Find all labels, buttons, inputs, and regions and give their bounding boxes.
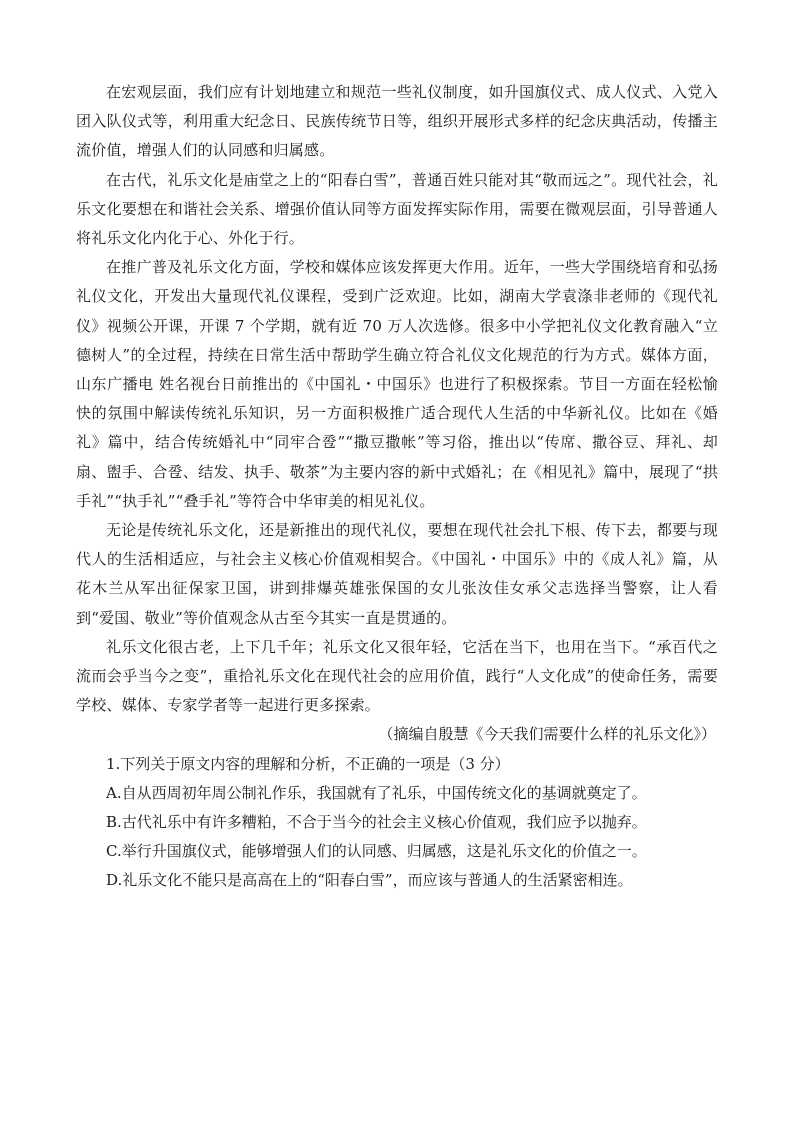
document-page bbox=[76, 78, 718, 896]
option-c: C.举行升国旗仪式，能够增强人们的认同感、归属感，这是礼乐文化的价值之一。 bbox=[106, 842, 647, 861]
article-paragraph-3: 在推广普及礼乐文化方面，学校和媒体应该发挥更大作用。近年，一些大学围绕培育和弘扬礼仪文化，开发出大量现代礼仪课程，受到广泛欢迎。比如，湖南大学袁涤非老师的《现代礼仪》视频公开课，开课 7 个学期，就有近 70 万人次选修。很多中小学把礼仪文化教育融入“立德树人”的全过程，持续在日常生活中帮助学生确立符合礼仪文化规范的行为方式。媒体方面，山东广播电 姓名视台日前推出的《中国礼・中国乐》也进行了积极探索。节目一方面在轻松愉快的氛围中解读传统礼乐知识，另一方面积极推广适合现代人生活的中华新礼仪。比如在《婚礼》篇中，结合传统婚礼中“同牢合卺”“撒豆撒帐”等习俗，推出以“传席、撒谷豆、拜礼、却扇、盥手、合卺、结发、执手、敬茶”为主要内容的新中式婚礼；在《相见礼》篇中，展现了“拱手礼”“执手礼”“叠手礼”等符合中华审美的相见礼仪。 bbox=[76, 258, 718, 510]
question-stem: 1.下列关于原文内容的理解和分析，不正确的一项是（3 分） bbox=[106, 754, 510, 773]
article-paragraph-4: 无论是传统礼乐文化，还是新推出的现代礼仪，要想在现代社会扎下根、传下去，都要与现代人的生活相适应，与社会主义核心价值观相契合。《中国礼・中国乐》中的《成人礼》篇，从花木兰从军出征保家卫国，讲到排爆英雄张保国的女儿张汝佳女承父志选择当警察，让人看到“爱国、敬业”等价值观念从古至今其实一直是贯通的。 bbox=[76, 521, 718, 627]
option-b: B.古代礼乐中有许多糟粕，不合于当今的社会主义核心价值观，我们应予以抛弃。 bbox=[106, 813, 647, 832]
option-a: A.自从西周初年周公制礼作乐，我国就有了礼乐，中国传统文化的基调就奠定了。 bbox=[106, 783, 647, 802]
article-source: （摘编自殷慧《今天我们需要什么样的礼乐文化》） bbox=[378, 725, 716, 744]
question-1 bbox=[76, 750, 718, 896]
article-paragraph-5: 礼乐文化很古老，上下几千年；礼乐文化又很年轻，它活在当下，也用在当下。“承百代之流而会乎当今之变”，重拾礼乐文化在现代社会的应用价值，践行“人文化成”的使命任务，需要学校、媒体、专家学者等一起进行更多探索。 bbox=[76, 637, 718, 715]
article-paragraph-2: 在古代，礼乐文化是庙堂之上的“阳春白雪”，普通百姓只能对其“敬而远之”。现代社会，礼乐文化要想在和谐社会关系、增强价值认同等方面发挥实际作用，需要在微观层面，引导普通人将礼乐文化内化于心、外化于行。 bbox=[76, 170, 718, 248]
article-paragraph-1: 在宏观层面，我们应有计划地建立和规范一些礼仪制度，如升国旗仪式、成人仪式、入党入团入队仪式等，利用重大纪念日、民族传统节日等，组织开展形式多样的纪念庆典活动，传播主流价值，增强人们的认同感和归属感。 bbox=[76, 83, 718, 160]
option-d: D.礼乐文化不能只是高高在上的“阳春白雪”，而应该与普通人的生活紧密相连。 bbox=[106, 871, 633, 890]
